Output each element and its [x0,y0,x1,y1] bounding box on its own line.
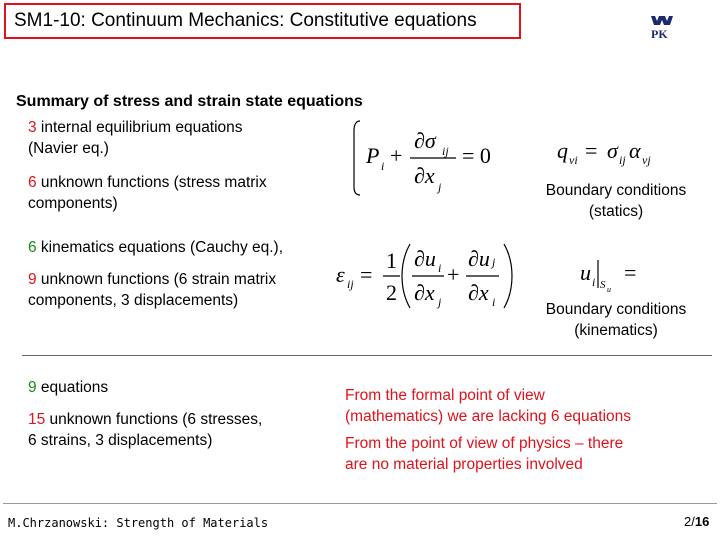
equilibrium-unknown-line2: components) [28,195,118,212]
statics-boundary-label [534,180,698,222]
conclusion-phys-line2: are no material properties involved [345,456,583,473]
svg-text:vi: vi [569,153,578,167]
svg-text:j: j [492,255,496,269]
page-current: 2/ [684,514,695,529]
svg-text:P: P [366,143,380,168]
summary-equations [28,377,108,398]
summary-unknown-count: 15 [28,411,46,428]
conclusion-physics [345,433,623,475]
section-heading: Summary of stress and strain state equations [16,93,363,110]
svg-text:i: i [438,261,442,275]
conclusion-math-line1: From the formal point of view [345,387,545,404]
cauchy-equation [334,238,524,321]
equilibrium-description [28,117,243,159]
kinematics-unknown-line1: unknown functions (6 strain matrix [36,271,277,288]
svg-text:u: u [580,260,591,285]
navier-equation [352,115,512,206]
equilibrium-unknowns [28,172,267,214]
equilibrium-line2: (Navier eq.) [28,140,109,157]
svg-text:∂σ: ∂σ [414,128,436,153]
svg-text:α: α [629,138,641,163]
svg-text:=: = [585,138,598,163]
logo-text: PK [651,27,668,40]
summary-unknown-line2: 6 strains, 3 displacements) [28,432,213,449]
svg-text:q: q [557,138,568,163]
university-logo-icon [650,14,674,40]
kinematics-boundary-line1: Boundary conditions [545,301,687,318]
summary-equations-count: 9 [28,379,37,396]
statics-boundary-line2: (statics) [588,203,644,220]
svg-text:ij: ij [442,144,449,158]
kinematics-unknowns [28,269,276,311]
summary-equations-label: equations [36,379,109,396]
svg-text:ij: ij [347,277,354,291]
svg-text:1: 1 [386,248,397,273]
statics-boundary-equation [555,130,685,175]
svg-text:vj: vj [642,153,651,167]
kinematics-count: 6 [28,239,37,256]
kinematics-unknown-line2: components, 3 displacements) [28,292,239,309]
conclusion-mathematics [345,385,631,427]
svg-text:ij: ij [619,153,626,167]
svg-text:∂u: ∂u [414,246,436,271]
svg-text:∂x: ∂x [414,163,435,188]
svg-text:S: S [600,279,606,291]
svg-text:∂x: ∂x [468,280,489,305]
section-divider [22,355,712,356]
svg-text:=: = [360,262,373,287]
kinematics-boundary-label [534,299,698,341]
svg-text:2: 2 [386,280,397,305]
svg-text:j: j [438,180,442,194]
equilibrium-unknown-count: 6 [28,174,37,191]
conclusion-math-line2: (mathematics) we are lacking 6 equations [345,408,632,425]
summary-unknown-line1: unknown functions (6 stresses, [45,411,263,428]
page-total: 16 [694,514,710,529]
equilibrium-line1: internal equilibrium equations [36,119,243,136]
svg-text:ε: ε [336,262,345,287]
svg-text:j: j [438,295,442,309]
kinematics-unknown-count: 9 [28,271,37,288]
kinematics-description [28,237,283,258]
svg-text:=: = [624,260,637,285]
svg-text:u: u [607,285,611,294]
equilibrium-unknown-line1: unknown functions (stress matrix [36,174,267,191]
slide-title: SM1-10: Continuum Mechanics: Constitutive equations [4,3,521,39]
page-number [684,514,709,529]
summary-unknowns [28,409,262,451]
svg-text:i: i [592,275,596,289]
equilibrium-count: 3 [28,119,37,136]
footer-divider [3,503,717,504]
svg-text:+: + [390,143,403,168]
conclusion-phys-line1: From the point of view of physics – there [345,435,624,452]
footer-author: M.Chrzanowski: Strength of Materials [8,516,269,530]
svg-text:σ: σ [607,138,618,163]
kinematics-boundary-equation [578,252,658,301]
svg-text:∂x: ∂x [414,280,435,305]
svg-text:= 0: = 0 [462,143,491,168]
svg-text:+: + [447,262,460,287]
svg-text:i: i [492,295,496,309]
kinematics-boundary-line2: (kinematics) [574,322,658,339]
svg-text:∂u: ∂u [468,246,490,271]
statics-boundary-line1: Boundary conditions [545,182,687,199]
svg-text:i: i [381,159,385,173]
kinematics-line1: kinematics equations (Cauchy eq.), [36,239,284,256]
